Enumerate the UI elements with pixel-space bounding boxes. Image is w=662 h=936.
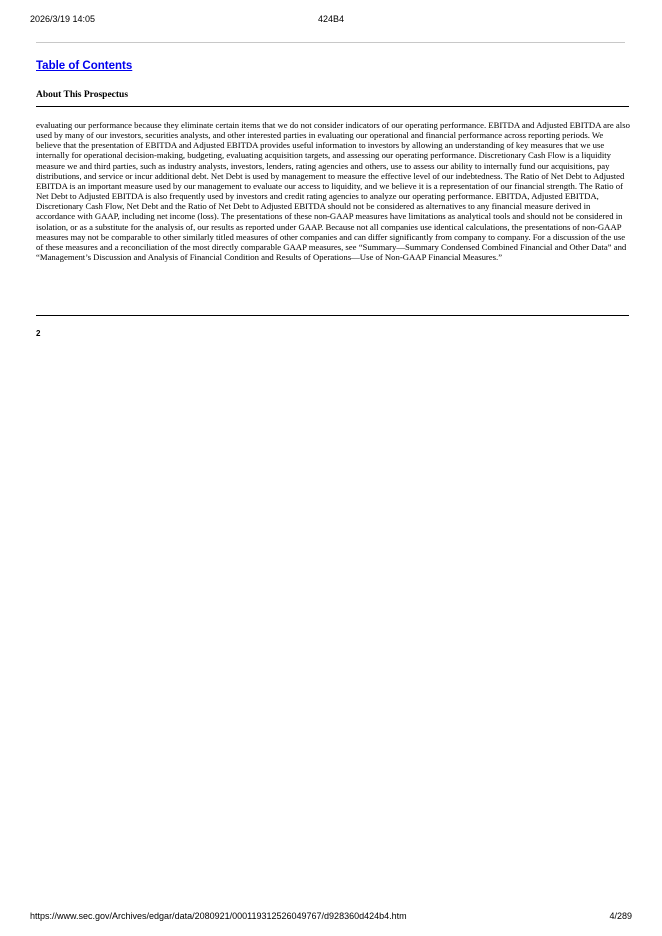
print-datetime: 2026/3/19 14:05 [30, 14, 96, 24]
table-of-contents-link[interactable]: Table of Contents [36, 60, 133, 72]
print-header [30, 14, 632, 28]
section-top-rule [36, 106, 629, 107]
section-bottom-rule [36, 315, 629, 316]
print-url: https://www.sec.gov/Archives/edgar/data/2080921/000119312526049767/d928360d424b4.htm [30, 911, 407, 921]
section-title: About This Prospectus [36, 90, 129, 100]
body-paragraph: evaluating our performance because they eliminate certain items that we do not consider indicators of our operating performance. EBITDA and Adjusted EBITDA are also used by many of our investors, securities analysts, and other interested parties in evaluating our operational and financial performance across reporting periods. We believe that the presentation of EBITDA and Adjusted EBITDA provides useful information to investors by allowing an understanding of key measures that we use internally for operational decision-making, budgeting, evaluating acquisition targets, and assessing our operating performance. Discretionary Cash Flow is a liquidity measure we and third parties, such as industry analysts, investors, lenders, rating agencies and others, use to assess our ability to internally fund our acquisitions, pay distributions, and service or incur additional debt. Net Debt is used by management to measure the effective level of our indebtedness. The Ratio of Net Debt to Adjusted EBITDA is an important measure used by our management to evaluate our access to liquidity, and we believe it is a representation of our financial strength. The Ratio of Net Debt to Adjusted EBITDA is also frequently used by investors and credit rating agencies to analyze our operating performance. EBITDA, Adjusted EBITDA, Discretionary Cash Flow, Net Debt and the Ratio of Net Debt to Adjusted EBITDA should not be considered as alternatives to any financial measure derived in accordance with GAAP, including net income (loss). The presentations of these non-GAAP measures have limitations as analytical tools and should not be considered in isolation, or as a substitute for the analysis of, our results as reported under GAAP. Because not all companies use identical calculations, the presentations of non-GAAP measures may not be comparable to other similarly titled measures of other companies and can differ significantly from company to company. For a discussion of the use of these measures and a reconciliation of the most directly comparable GAAP measures, see “Summary—Summary Condensed Combined Financial and Other Data” and “Management’s Discussion and Analysis of Financial Condition and Results of Operations—Use of Non-GAAP Financial Measures.” [36, 120, 630, 263]
page-number: 2 [36, 329, 41, 338]
print-doc-title: 424B4 [317, 14, 345, 24]
header-divider [36, 42, 625, 43]
print-page-indicator: 4/289 [609, 911, 632, 921]
print-footer [30, 911, 632, 925]
